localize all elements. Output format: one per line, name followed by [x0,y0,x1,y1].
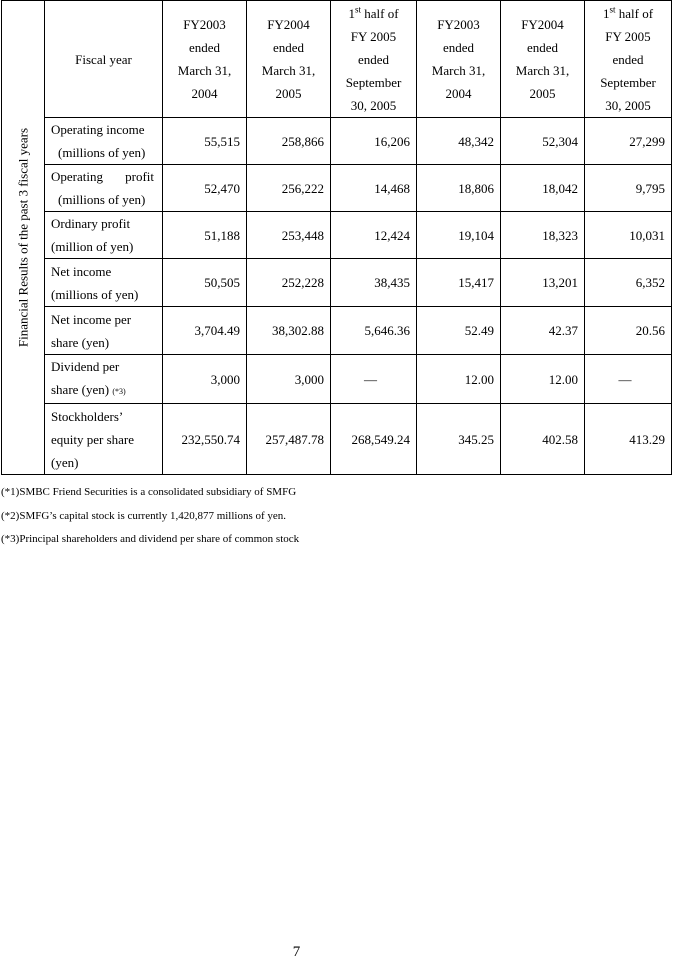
footnote-2: (*2)SMFG’s capital stock is currently 1,420,877 millions of yen. [1,510,287,522]
table-row [2,118,672,165]
table-cell: 38,302.88 [247,307,331,355]
row-label-stockholders-equity: Stockholders’ equity per share (yen) [45,404,163,475]
financial-results-table [1,0,672,475]
table-cell: 12.00 [417,355,501,404]
table-cell: 3,000 [247,355,331,404]
table-cell: 257,487.78 [247,404,331,475]
row-label-ordinary-profit: Ordinary profit (million of yen) [45,212,163,259]
table-cell: 10,031 [585,212,672,259]
table-cell: 402.58 [501,404,585,475]
side-label-cell [2,1,45,475]
footnote-3: (*3)Principal shareholders and dividend per share of common stock [1,533,300,545]
table-cell: 3,704.49 [163,307,247,355]
table-cell: 52,470 [163,165,247,212]
table-cell: 413.29 [585,404,672,475]
table-cell: 52.49 [417,307,501,355]
footnote-1: (*1)SMBC Friend Securities is a consolidated subsidiary of SMFG [1,486,297,498]
table-cell: 12.00 [501,355,585,404]
column-header-fy2004-b: FY2004 ended March 31, 2005 [501,1,585,118]
table-cell: 51,188 [163,212,247,259]
table-row [2,212,672,259]
footnote-marker: (*3) [112,387,126,396]
column-header-half-fy2005-b: 1st half of FY 2005 ended September 30, 2005 [585,1,672,118]
table-cell: 6,352 [585,259,672,307]
table-cell: 5,646.36 [331,307,417,355]
page-number: 7 [292,944,301,960]
row-label-net-income: Net income (millions of yen) [45,259,163,307]
table-cell: 13,201 [501,259,585,307]
table-cell: 253,448 [247,212,331,259]
side-label: Financial Results of the past 3 fiscal years [15,127,31,347]
table-cell: 12,424 [331,212,417,259]
table-cell: 345.25 [417,404,501,475]
table-cell: 258,866 [247,118,331,165]
row-label-dividend-per-share: Dividend per share (yen) (*3) [45,355,163,404]
row-label-net-income-per-share: Net income per share (yen) [45,307,163,355]
column-header-half-fy2005-a: 1st half of FY 2005 ended September 30, 2005 [331,1,417,118]
table-row [2,355,672,404]
table-cell: 18,042 [501,165,585,212]
table-cell: — [585,355,672,404]
table-cell: 256,222 [247,165,331,212]
table-cell: 50,505 [163,259,247,307]
table-cell: 16,206 [331,118,417,165]
table-cell: 14,468 [331,165,417,212]
table-cell: 48,342 [417,118,501,165]
table-cell: 18,323 [501,212,585,259]
table-cell: 52,304 [501,118,585,165]
table-cell: — [331,355,417,404]
table-cell: 18,806 [417,165,501,212]
table-cell: 3,000 [163,355,247,404]
table-row [2,165,672,212]
table-cell: 38,435 [331,259,417,307]
table-row [2,307,672,355]
table-cell: 9,795 [585,165,672,212]
table-cell: 252,228 [247,259,331,307]
table-cell: 15,417 [417,259,501,307]
fiscal-year-label: Fiscal year [45,1,163,118]
table-cell: 232,550.74 [163,404,247,475]
row-label-operating-income: Operating income (millions of yen) [45,118,163,165]
column-header-fy2003-a: FY2003 ended March 31, 2004 [163,1,247,118]
table-row [2,259,672,307]
table-cell: 55,515 [163,118,247,165]
table-cell: 27,299 [585,118,672,165]
table-cell: 42.37 [501,307,585,355]
table-cell: 19,104 [417,212,501,259]
table-row [2,404,672,475]
row-label-operating-profit: Operating profit (millions of yen) [45,165,163,212]
table-header-row [2,1,672,118]
column-header-fy2004-a: FY2004 ended March 31, 2005 [247,1,331,118]
table-cell: 20.56 [585,307,672,355]
column-header-fy2003-b: FY2003 ended March 31, 2004 [417,1,501,118]
table-cell: 268,549.24 [331,404,417,475]
